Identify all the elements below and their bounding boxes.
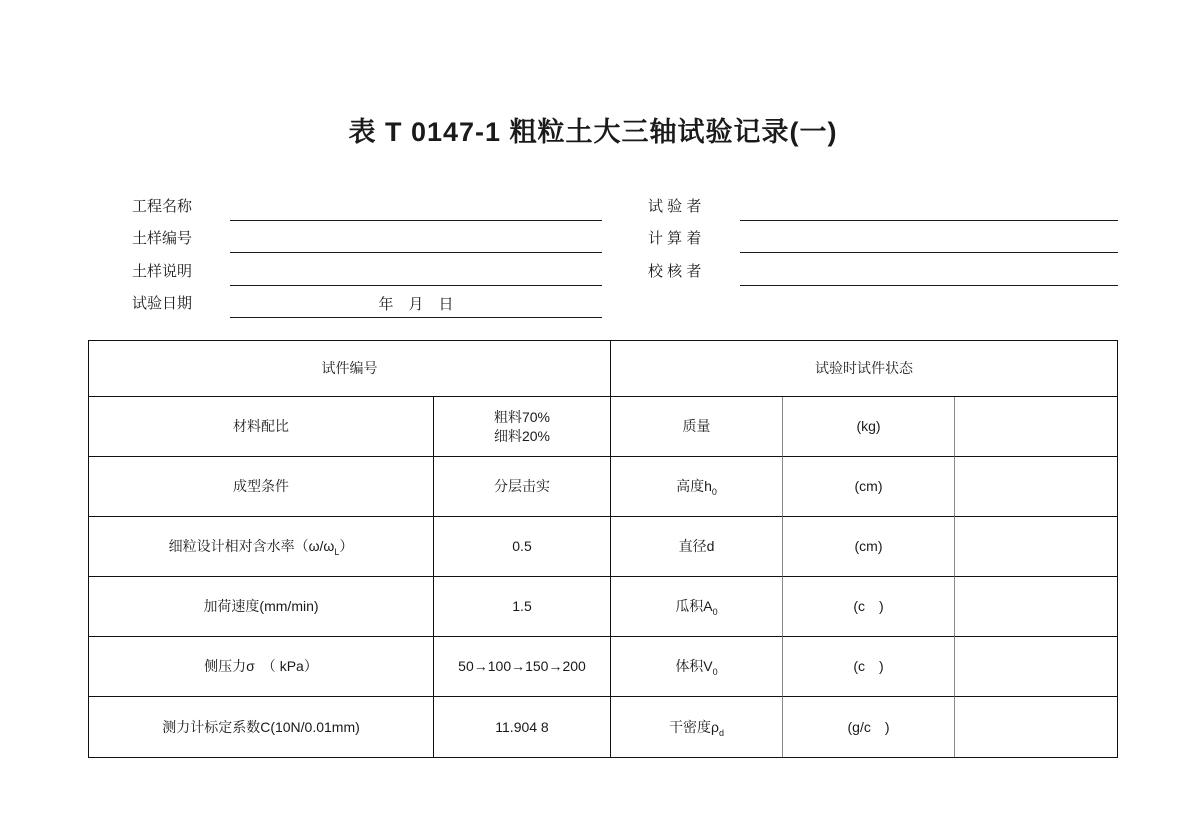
- page-title: 表 T 0147-1 粗粒土大三轴试验记录(一): [348, 117, 838, 147]
- state-subscript: 0: [712, 606, 718, 617]
- unit-cell: (cm): [783, 517, 955, 577]
- value-line1: 1.5: [512, 598, 532, 615]
- calculator-label: 计 算 着: [648, 230, 702, 247]
- value-cell: [434, 577, 611, 637]
- state-subscript: d: [718, 727, 724, 738]
- state-label: 直径d: [678, 538, 715, 555]
- value-line1: 0.5: [512, 538, 532, 555]
- state-label: 质量: [682, 418, 711, 435]
- record-cell: [955, 457, 1117, 517]
- field-sample-number: [132, 221, 602, 254]
- field-checker: [648, 253, 1118, 286]
- value-line2: 细料20%: [493, 427, 551, 444]
- checker-label: 校 核 者: [648, 262, 702, 280]
- state-subscript: 0: [712, 666, 718, 677]
- state-cell: [611, 397, 783, 457]
- state-cell: [611, 517, 783, 577]
- calculator-line: [740, 220, 1118, 254]
- tester-line: [740, 187, 1118, 221]
- param-cell: [89, 397, 434, 457]
- value-cell: [434, 457, 611, 517]
- meta-left-section: [132, 188, 602, 318]
- state-label: 体积V: [675, 658, 713, 675]
- test-date-line: [230, 285, 602, 319]
- param-label: 加荷速度(mm/min): [203, 598, 319, 615]
- test-date-label: 试验日期: [132, 295, 193, 312]
- param-label-post: ）: [339, 538, 354, 555]
- sample-description-line: [230, 252, 602, 286]
- state-cell: [611, 577, 783, 637]
- record-cell: [955, 697, 1117, 757]
- record-cell: [955, 577, 1117, 637]
- param-label: 成型条件: [233, 478, 289, 495]
- value-cell: [434, 397, 611, 457]
- field-sample-description: [132, 253, 602, 286]
- param-label: 侧压力σ （ kPa）: [204, 658, 318, 675]
- value-cell: [434, 637, 611, 697]
- state-cell: [611, 457, 783, 517]
- record-cell: [955, 397, 1117, 457]
- sample-description-label: 土样说明: [132, 262, 193, 280]
- param-cell: [89, 637, 434, 697]
- checker-line: [740, 252, 1118, 286]
- param-label: 材料配比: [233, 418, 289, 435]
- value-line1: 50→100→150→200: [458, 658, 586, 675]
- value-line1: 粗料70%: [493, 408, 551, 425]
- test-record-table: [88, 340, 1118, 758]
- value-cell: [434, 517, 611, 577]
- value-line1: 分层击实: [494, 478, 550, 495]
- field-calculator: [648, 221, 1118, 254]
- unit-cell: (c ): [783, 637, 955, 697]
- record-cell: [955, 637, 1117, 697]
- project-name-line: [230, 187, 602, 221]
- record-cell: [955, 517, 1117, 577]
- field-test-date: [132, 286, 602, 319]
- field-tester: [648, 188, 1118, 221]
- state-label: 瓜积A: [675, 598, 713, 615]
- sample-number-line: [230, 220, 602, 254]
- param-label: 细粒设计相对含水率（ω/ω: [168, 538, 335, 555]
- state-label: 干密度ρ: [669, 718, 719, 735]
- sample-number-label: 土样编号: [132, 230, 193, 247]
- value-line1: 11.904 8: [495, 718, 549, 735]
- field-project-name: [132, 188, 602, 221]
- value-cell: [434, 697, 611, 757]
- state-label: 高度h: [676, 478, 712, 495]
- project-name-label: 工程名称: [132, 197, 193, 215]
- unit-cell: (g/c ): [783, 697, 955, 757]
- param-cell: [89, 517, 434, 577]
- param-cell: [89, 697, 434, 757]
- param-subscript: L: [334, 546, 340, 557]
- param-label: 测力计标定系数C(10N/0.01mm): [162, 718, 360, 735]
- test-date-value: 年 月 日: [378, 296, 454, 313]
- param-cell: [89, 457, 434, 517]
- specimen-header-cell: 试件编号: [89, 341, 611, 397]
- state-subscript: 0: [711, 486, 717, 497]
- state-cell: [611, 697, 783, 757]
- unit-cell: (cm): [783, 457, 955, 517]
- unit-cell: (kg): [783, 397, 955, 457]
- tester-label: 试 验 者: [648, 197, 702, 215]
- param-cell: [89, 577, 434, 637]
- state-cell: [611, 637, 783, 697]
- state-header-cell: 试验时试件状态: [611, 341, 1117, 397]
- meta-right-section: [648, 188, 1118, 286]
- unit-cell: (c ): [783, 577, 955, 637]
